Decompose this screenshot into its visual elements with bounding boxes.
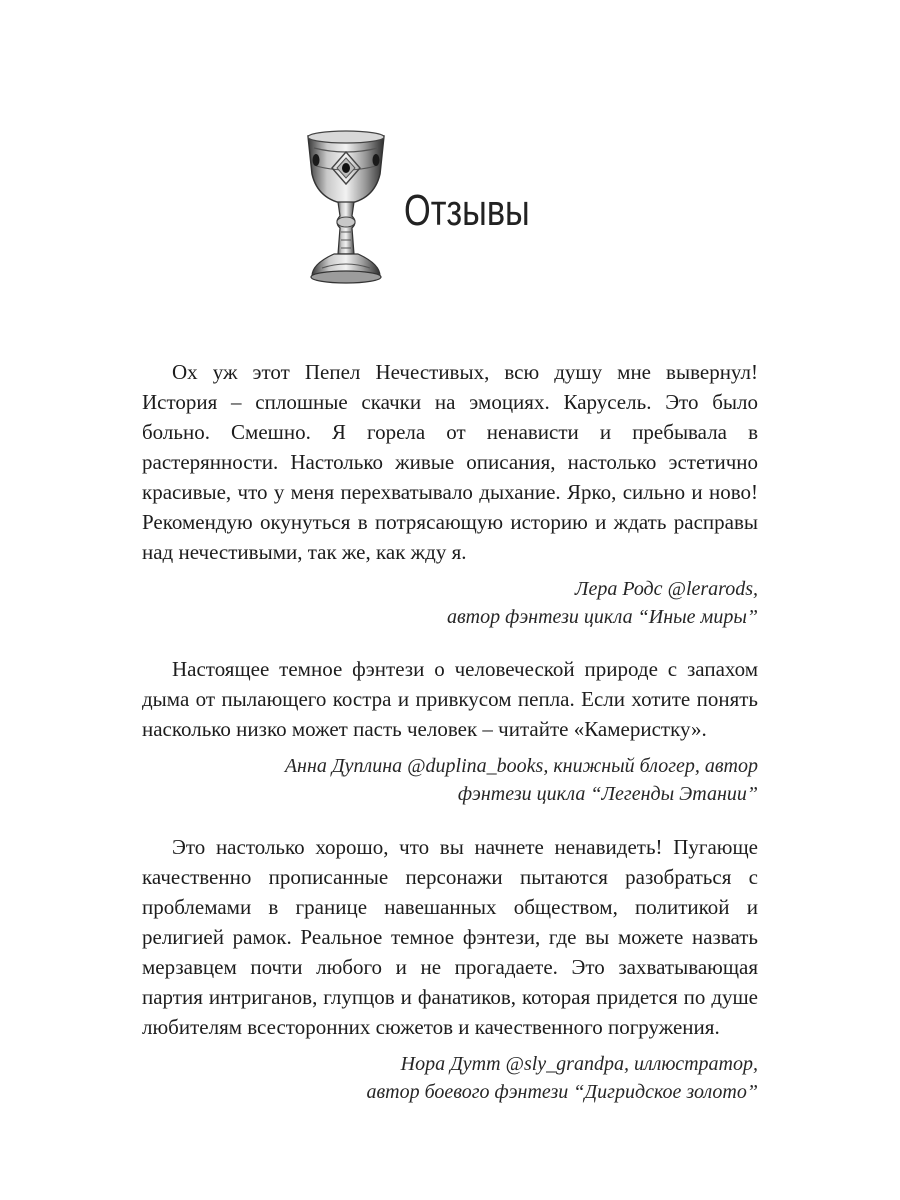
review-1 bbox=[142, 357, 758, 631]
review-text: Это настолько хорошо, что вы начнете ненавидеть! Пугающе качественно прописанные персонажи пытаются разобраться с проблемами в границе навешанных обществом, политикой и религией рамок. Реальное темное фэнтези, где вы можете назвать мерзавцем почти любого и не прогадаете. Это захватывающая партия интриганов, глупцов и фанатиков, которая придется по душе любителям всесторонних сюжетов и качественного погружения. bbox=[142, 835, 758, 1039]
review-credit bbox=[142, 752, 758, 808]
credit-details: автор фэнтези цикла “Иные миры” bbox=[447, 606, 758, 628]
credit-author: Лера Родс @lerarods, bbox=[574, 578, 758, 600]
page-header bbox=[300, 126, 660, 286]
review-text: Настоящее темное фэнтези о человеческой природе с запахом дыма от пылающего костра и привкусом пепла. Если хотите понять насколько низко может пасть человек – читайте «Камеристку». bbox=[142, 657, 758, 741]
page-title: Отзывы bbox=[404, 186, 530, 235]
credit-details: автор боевого фэнтези “Дигридское золото” bbox=[366, 1081, 758, 1103]
review-text: Ох уж этот Пепел Нечестивых, всю душу мне вывернул! История – сплошные скачки на эмоциях. Карусель. Это было больно. Смешно. Я горела от ненависти и пребывала в растерянности. Настолько живые описания, настолько эстетично красивые, что у меня перехватывало дыхание. Ярко, сильно и ново! Рекомендую окунуться в потрясающую историю и ждать расправы над нечестивыми, так же, как жду я. bbox=[142, 360, 758, 564]
review-credit bbox=[142, 1050, 758, 1106]
credit-author: Анна Дуплина @duplina_books, книжный блогер, автор bbox=[284, 755, 758, 777]
credit-author: Нора Дутт @sly_grandpa, иллюстратор, bbox=[400, 1053, 758, 1075]
review-3 bbox=[142, 832, 758, 1106]
credit-details: фэнтези цикла “Легенды Этании” bbox=[457, 783, 758, 805]
review-credit bbox=[142, 575, 758, 631]
review-2 bbox=[142, 654, 758, 808]
chalice-icon bbox=[300, 126, 392, 286]
